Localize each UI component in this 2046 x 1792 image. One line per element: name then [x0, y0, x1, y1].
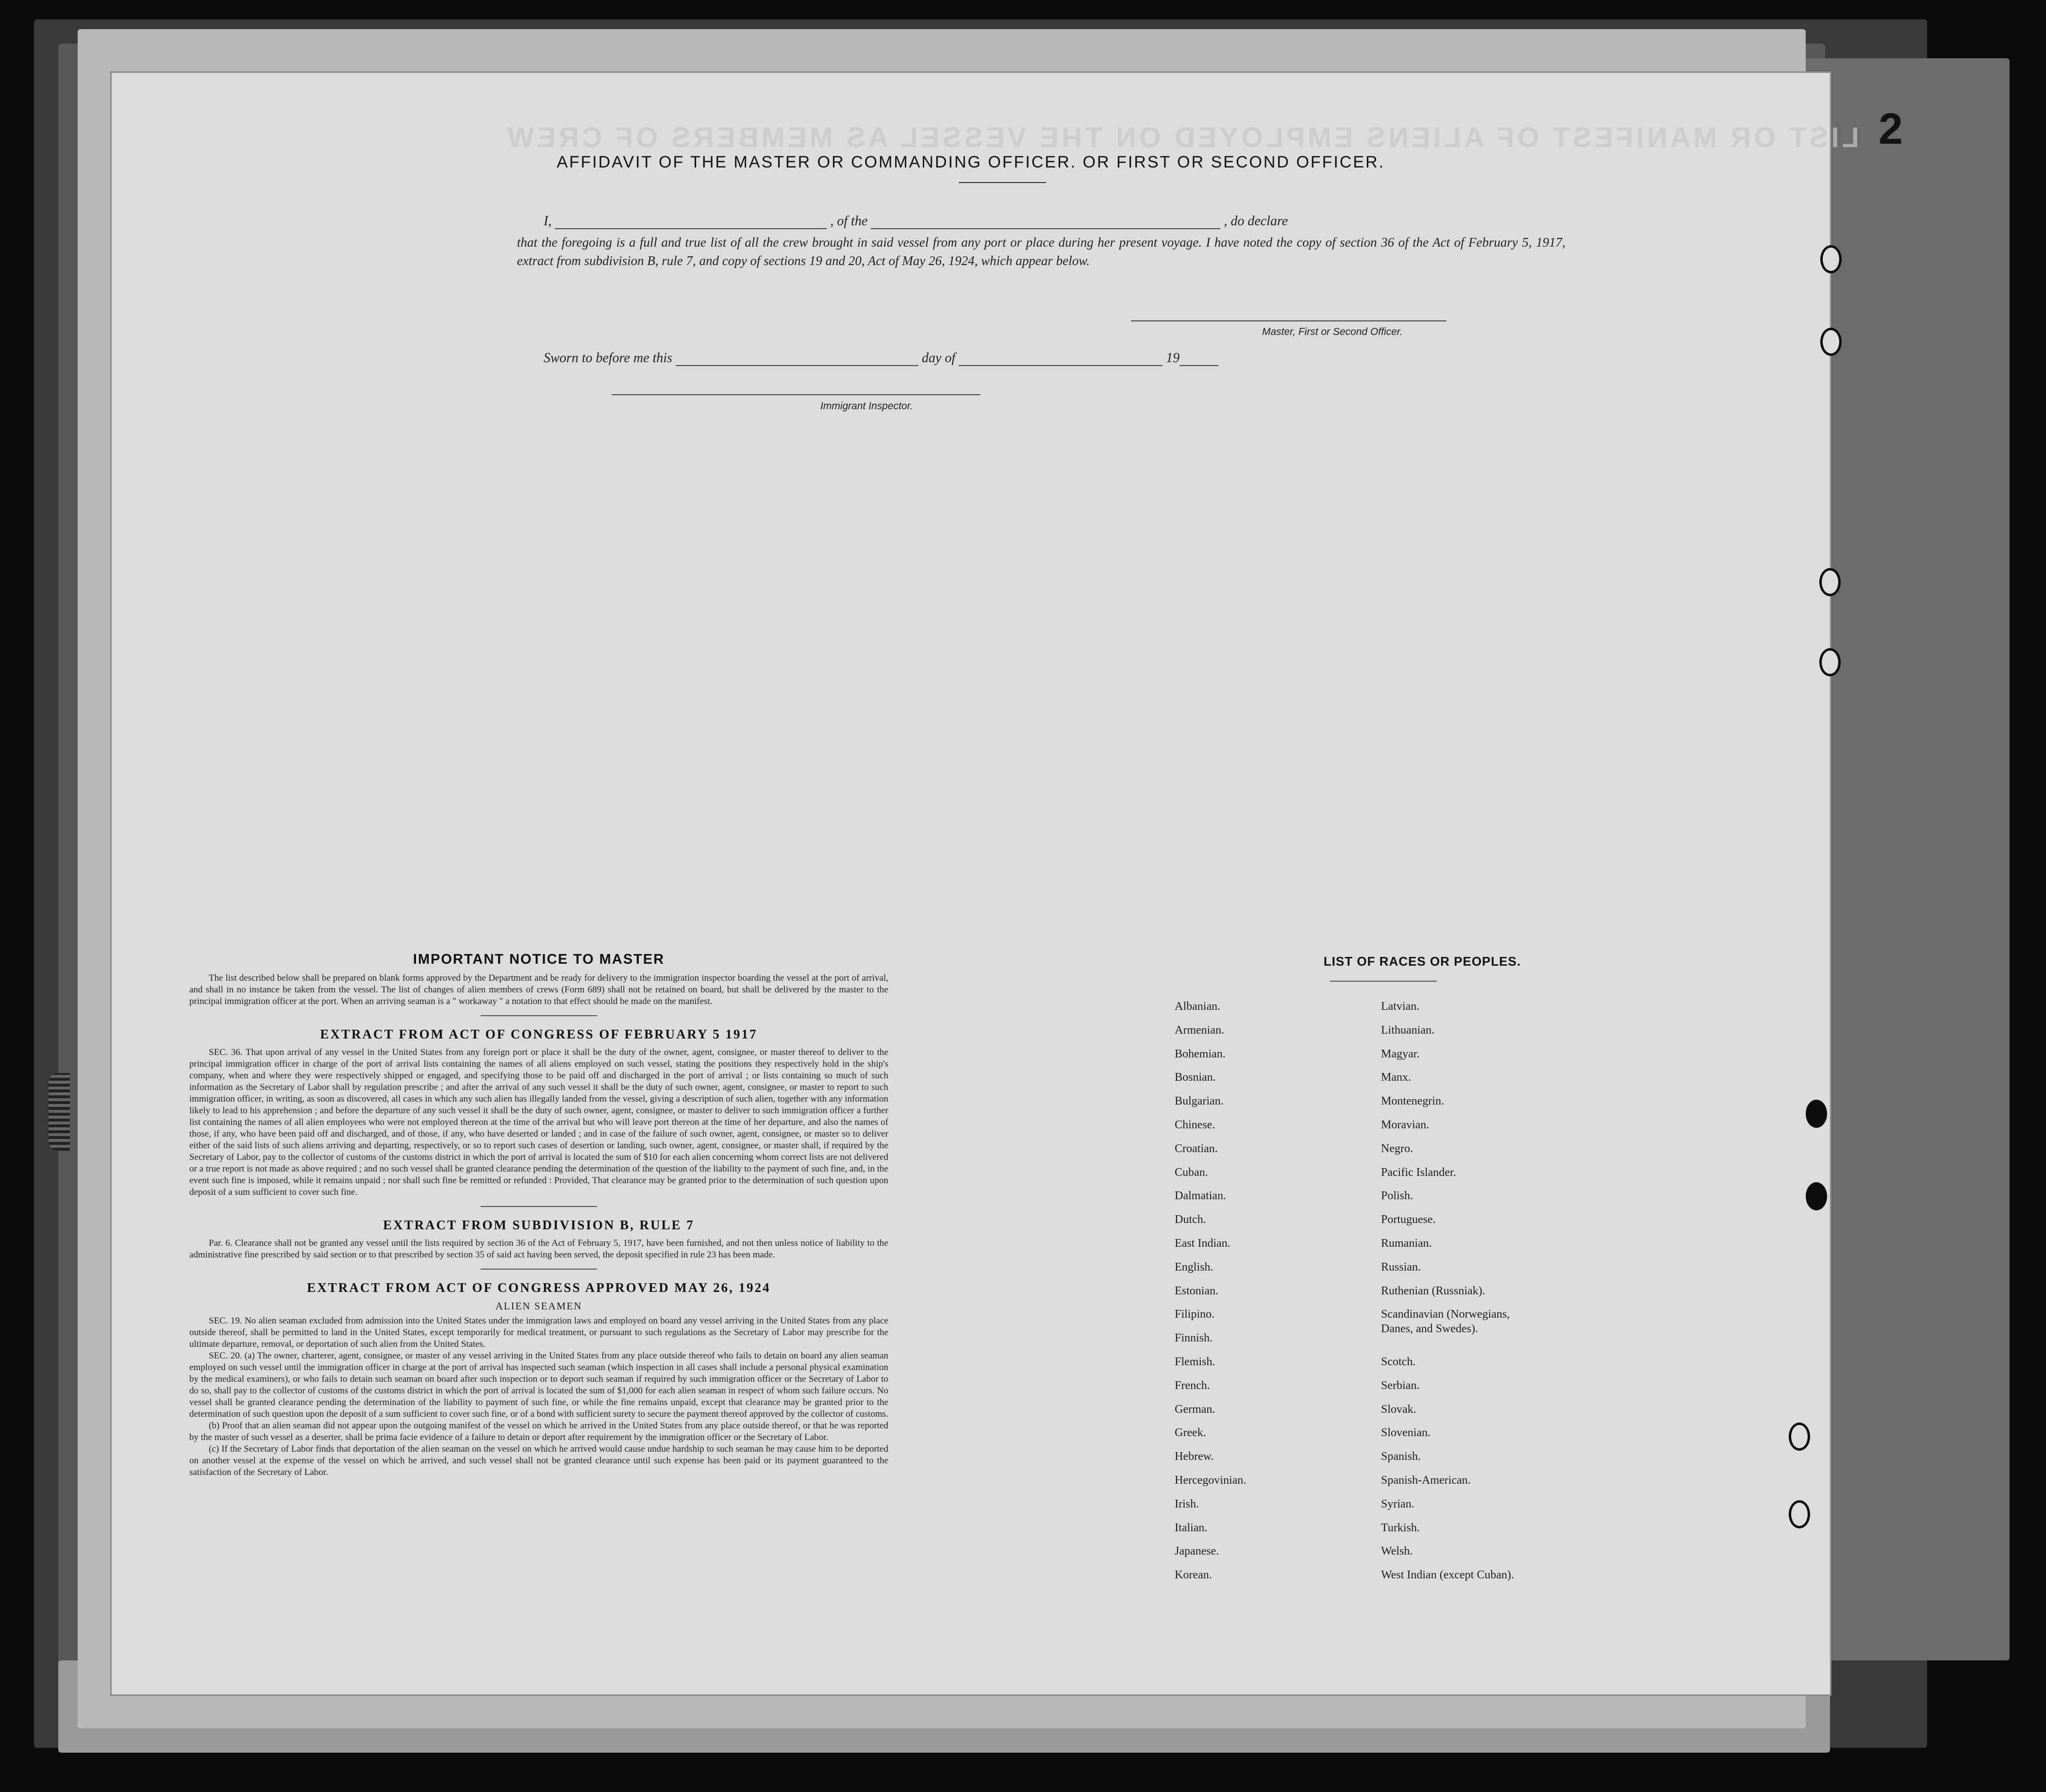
races-right-column	[1381, 999, 1514, 1591]
races-title: LIST OF RACES OR PEOPLES.	[1323, 954, 1521, 969]
race-item: Croatian.	[1175, 1142, 1218, 1155]
divider	[481, 1206, 597, 1207]
race-item: Bulgarian.	[1175, 1095, 1224, 1108]
sec-20c-text: (c) If the Secretary of Labor finds that deportation of the alien seaman on the vessel on which he arrived would cause undue hardship to such seaman he may cause him to be deported on another vessel at the expense of the vessel on which he arrived, and such vessel shall not be granted clearance until such expense has been paid or its payment guaranteed to the satisfaction of the Secretary of Labor.	[189, 1444, 888, 1477]
race-item: Hercegovinian.	[1175, 1474, 1247, 1487]
label-of-the: , of the	[830, 214, 868, 229]
vessel-blank[interactable]	[871, 217, 1220, 229]
race-item: Hebrew.	[1175, 1450, 1214, 1463]
inspector-signature-line[interactable]	[612, 394, 981, 395]
race-item: Italian.	[1175, 1521, 1208, 1534]
race-item: Greek.	[1175, 1426, 1206, 1440]
race-item: Flemish.	[1175, 1355, 1215, 1368]
sworn-day-blank[interactable]	[676, 353, 918, 366]
sec-20b-text: (b) Proof that an alien seaman did not appear upon the outgoing manifest of the vessel on which he arrived in the United States from any place outside thereof, or that he was reported by the master of such vessel as a deserter, shall be prima facie evidence of a failure to detain or deport after requirement by the immigration officer or the Secretary of Labor.	[189, 1421, 888, 1442]
punch-hole	[1819, 648, 1841, 676]
race-item: Spanish.	[1381, 1450, 1421, 1463]
sec-20a-text: SEC. 20. (a) The owner, charterer, agent, consignee, or master of any vessel arriving in the United States from any place outside thereof who fails to detain on board any alien seaman employed on such vessel until the immigration officer in charge at the port of arrival has inspected such seaman (which inspection in all cases shall include a personal physical examination by the medical examiners), or who fails to detain such seaman on board after such inspection or to deport such seaman if required by such immigration officer or the Secretary of Labor to do so, shall pay to the collector of customs of the customs district in which the port of arrival is located the sum of $1,000 for each alien seaman in respect of whom such failure occurs. No vessel shall be granted clearance pending the determination of the liability to payment of such fine, or while the fine remains unpaid, except that clearance may be granted prior to the determination of such question upon the deposit of a sum sufficient to cover such fine, or of a bond with sufficient surety to secure the payment thereof approved by the collector of customs.	[189, 1351, 888, 1419]
race-item: Lithuanian.	[1381, 1023, 1434, 1037]
race-item: Bohemian.	[1175, 1047, 1226, 1060]
race-item: Filipino.	[1175, 1308, 1215, 1321]
race-item: Dalmatian.	[1175, 1189, 1226, 1203]
race-item: Syrian.	[1381, 1497, 1414, 1510]
divider	[481, 1015, 597, 1016]
race-item: Manx.	[1381, 1071, 1411, 1084]
race-item: Armenian.	[1175, 1023, 1224, 1037]
extract-1924-title: EXTRACT FROM ACT OF CONGRESS APPROVED MAY 26, 1924	[307, 1280, 771, 1295]
race-item: German.	[1175, 1403, 1215, 1416]
master-signature-caption: Master, First or Second Officer.	[1262, 326, 1403, 337]
notice-text: The list described below shall be prepared on blank forms approved by the Department and be ready for delivery to the immigration inspector boarding the vessel at the port of arrival, and shall in no instance be taken from the vessel. The list of changes of alien members of crews (Form 689) shall not be retained on board, but shall be delivered by the master to the principal immigration officer at the port. When an arriving seaman is a " workaway " a notation to that effect should be made on the manifest.	[189, 973, 888, 1006]
race-item: Irish.	[1175, 1497, 1199, 1510]
races-left-column	[1175, 999, 1246, 1591]
race-item: Scotch.	[1381, 1355, 1416, 1368]
race-item: Dutch.	[1175, 1213, 1206, 1226]
title-underline	[959, 182, 1046, 183]
form-page	[112, 73, 1859, 1694]
corner-number: 2	[1879, 105, 1903, 153]
race-item: Finnish.	[1175, 1332, 1213, 1345]
race-item: Serbian.	[1381, 1379, 1420, 1392]
race-item: Montenegrin.	[1381, 1095, 1444, 1108]
extract-rule7-text: Par. 6. Clearance shall not be granted any vessel until the lists required by section 36 of the Act of February 5, 1917, have been furnished, and not then unless notice of liability to the administrative fine prescribed by said section or to that prescribed by section 35 of said act having been served, the deposit specified in rule 23 has been made.	[189, 1238, 888, 1260]
sec-19-text: SEC. 19. No alien seaman excluded from admission into the United States under the immigration laws and employed on board any vessel arriving in the United States from any place outside thereof, shall be permitted to land in the United States, except temporarily for medical treatment, or pursuant to such regulations as the Secretary of Labor may prescribe for the ultimate departure, removal, or deportation of such alien from the United States.	[189, 1316, 888, 1349]
punch-hole	[1789, 1423, 1810, 1451]
race-item: West Indian (except Cuban).	[1381, 1569, 1514, 1582]
race-item: Korean.	[1175, 1569, 1212, 1582]
name-blank[interactable]	[555, 217, 827, 229]
race-item: Ruthenian (Russniak).	[1381, 1284, 1485, 1297]
master-signature-line[interactable]	[1131, 320, 1447, 321]
day-of-label: day of	[921, 351, 956, 366]
punch-hole	[1819, 568, 1841, 596]
punch-hole	[1820, 245, 1842, 273]
sworn-label: Sworn to before me this	[544, 351, 672, 366]
race-item: Russian.	[1381, 1260, 1421, 1273]
bleed-through-title: LIST OR MANIFEST OF ALIENS EMPLOYED ON THE VESSEL AS MEMBERS OF CREW	[504, 122, 1859, 153]
punch-hole	[1820, 328, 1842, 356]
divider	[481, 1269, 597, 1270]
race-item: Scandinavian (Norwegians, Danes, and Swedes).	[1381, 1308, 1510, 1336]
race-item: Magyar.	[1381, 1047, 1420, 1060]
race-item: English.	[1175, 1260, 1214, 1273]
seal-stamp	[49, 1073, 70, 1151]
race-item: Moravian.	[1381, 1118, 1430, 1131]
race-item: Polish.	[1381, 1189, 1414, 1203]
label-i: I,	[544, 214, 552, 229]
notice-column	[189, 952, 888, 1478]
race-item: Albanian.	[1175, 1000, 1220, 1013]
extract-1917-text: SEC. 36. That upon arrival of any vessel in the United States from any foreign port or place it shall be the duty of the owner, agent, consignee, or master thereof to deliver to the principal immigration officer in charge of the port of arrival lists containing the names of all aliens employed on such vessel, stating the positions they respectively hold in the ship's company, when and where they were respectively shipped or engaged, and specifying those to be paid off and discharged in the port of arrival ; or lists containing so much of such information as the Secretary of Labor shall by regulation prescribe ; and after the arrival of any such vessel it shall be the duty of such owner, agent, consignee, or master to report to such immigration officer, in writing, as soon as discovered, all cases in which any such alien has illegally landed from the vessel, giving a description of such alien, together with any information likely to lead to his apprehension ; and before the departure of any such vessel it shall be the duty of such owner, agent, consignee, or master to deliver to such immigration officer a further list containing the names of all alien employees who were not employed thereon at the time of the arrival but who will leave port thereon at the time of her departure, and also the names of those, if any, who have been paid off and discharged, and of those, if any, who have deserted or landed ; and in case of the failure of such owner, agent, consignee, or master so to deliver either of the said lists of such aliens arriving and departing, respectively, or so to report such cases of desertion or landing, such owner, agent, consignee, or master shall, if required by the Secretary of Labor, pay to the collector of customs of the customs district in which the port of arrival is located the sum of $10 for each alien concerning whom correct lists are not delivered or a true report is not made as above required ; and no such vessel shall be granted clearance pending the determination of the question of the liability to the payment of such fine, and, in the event such fine is imposed, while it remains unpaid ; nor shall such fine be remitted or refunded : Provided, That clearance may be granted prior to the determination of such question upon deposit of a sum sufficient to cover such fine.	[189, 1047, 888, 1197]
race-item: Estonian.	[1175, 1284, 1218, 1297]
race-item: Turkish.	[1381, 1521, 1420, 1534]
race-item: Chinese.	[1175, 1118, 1215, 1131]
extract-rule7-title: EXTRACT FROM SUBDIVISION B, RULE 7	[383, 1218, 695, 1232]
race-item: Rumanian.	[1381, 1237, 1432, 1250]
sworn-year-blank[interactable]	[1180, 353, 1218, 366]
race-item: Pacific Islander.	[1381, 1166, 1456, 1179]
punch-hole	[1806, 1100, 1827, 1128]
sworn-line	[544, 351, 1218, 366]
race-item: Slovenian.	[1381, 1426, 1431, 1440]
year-prefix: 19	[1166, 351, 1180, 366]
race-item: Negro.	[1381, 1142, 1413, 1155]
race-item: French.	[1175, 1379, 1210, 1392]
race-item: Latvian.	[1381, 1000, 1420, 1013]
affidavit-statement: that the foregoing is a full and true list of all the crew brought in said vessel from any port or place during her present voyage. I have noted the copy of section 36 of the Act of February 5, 1917, extract from subdivision B, rule 7, and copy of sections 19 and 20, Act of May 26, 1924, which appear below.	[517, 235, 1565, 268]
affidavit-title: AFFIDAVIT OF THE MASTER OR COMMANDING OFFICER. OR FIRST OR SECOND OFFICER.	[556, 153, 1385, 171]
race-item: Welsh.	[1381, 1545, 1413, 1558]
race-item: Spanish-American.	[1381, 1474, 1471, 1487]
inspector-caption: Immigrant Inspector.	[820, 401, 913, 412]
punch-hole	[1806, 1182, 1827, 1210]
race-item: Japanese.	[1175, 1545, 1219, 1558]
punch-hole	[1789, 1500, 1810, 1528]
extract-1917-title: EXTRACT FROM ACT OF CONGRESS OF FEBRUARY 5 1917	[320, 1027, 758, 1041]
affidavit-declarant-line	[544, 214, 1288, 229]
notice-title: IMPORTANT NOTICE TO MASTER	[413, 952, 665, 967]
label-declare: , do declare	[1224, 214, 1288, 229]
sworn-month-blank[interactable]	[959, 353, 1163, 366]
races-underline	[1330, 981, 1437, 982]
race-item: Slovak.	[1381, 1403, 1416, 1416]
race-item: Portuguese.	[1381, 1213, 1436, 1226]
extract-1924-subtitle: ALIEN SEAMEN	[495, 1300, 582, 1312]
race-item: East Indian.	[1175, 1237, 1231, 1250]
race-item: Cuban.	[1175, 1166, 1208, 1179]
race-item: Bosnian.	[1175, 1071, 1216, 1084]
